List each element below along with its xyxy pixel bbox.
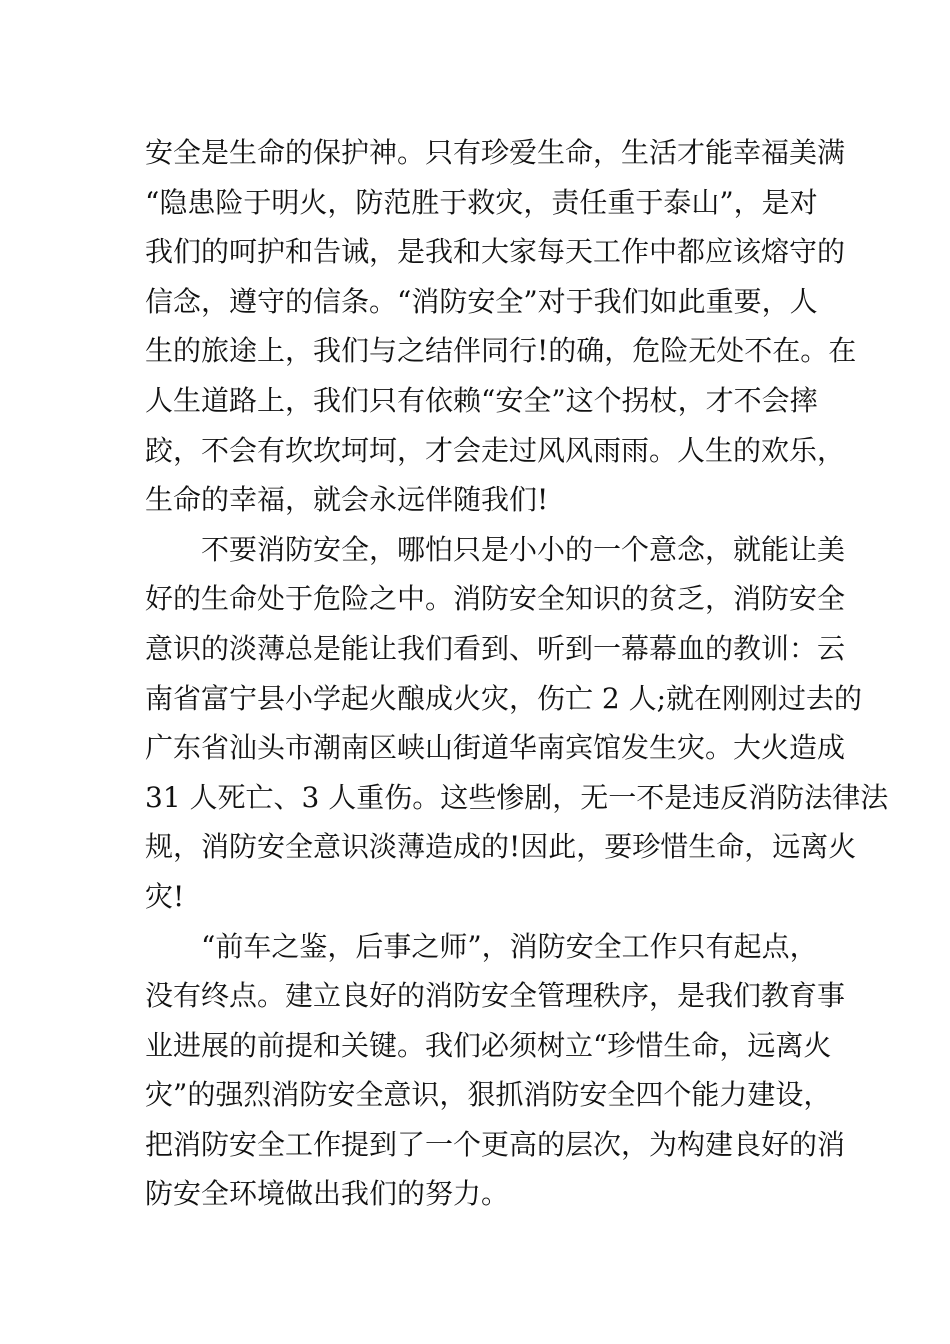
text-line: 规，消防安全意识淡薄造成的!因此，要珍惜生命，远离火: [145, 830, 857, 864]
text-line: 好的生命处于危险之中。消防安全知识的贫乏，消防安全: [145, 582, 846, 616]
text-line: 灾!: [145, 879, 185, 913]
text-line: “隐患险于明火，防范胜于救灾，责任重于泰山”，是对: [145, 185, 818, 219]
text-line: 南省富宁县小学起火酿成火灾，伤亡 2 人;就在刚刚过去的: [145, 681, 863, 715]
text-line: 信念，遵守的信条。“消防安全”对于我们如此重要，人: [145, 284, 818, 318]
text-line: 生命的幸福，就会永远伴随我们!: [145, 483, 549, 517]
text-line: 安全是生命的保护神。只有珍爱生命，生活才能幸福美满: [145, 136, 846, 169]
text-line: 防安全环境做出我们的努力。: [145, 1177, 510, 1211]
text-line: 我们的呵护和告诫，是我和大家每天工作中都应该熔守的: [145, 235, 846, 269]
text-line: 没有终点。建立良好的消防安全管理秩序，是我们教育事: [145, 979, 846, 1013]
text-line: 意识的淡薄总是能让我们看到、听到一幕幕血的教训：云: [145, 631, 846, 665]
text-line: 灾”的强烈消防安全意识，狠抓消防安全四个能力建设，: [145, 1078, 832, 1112]
paragraph-start-line: “前车之鉴，后事之师”，消防安全工作只有起点，: [201, 929, 818, 963]
document-body: [145, 128, 889, 1219]
text-line: 业进展的前提和关键。我们必须树立“珍惜生命，远离火: [145, 1028, 832, 1062]
text-line: 跤，不会有坎坎坷坷，才会走过风风雨雨。人生的欢乐，: [145, 433, 846, 467]
paragraph-start-line: 不要消防安全，哪怕只是小小的一个意念，就能让美: [201, 532, 846, 566]
text-line: 人生道路上，我们只有依赖“安全”这个拐杖，才不会摔: [145, 383, 818, 417]
text-line: 把消防安全工作提到了一个更高的层次，为构建良好的消: [145, 1127, 846, 1161]
text-line: 31 人死亡、3 人重伤。这些惨剧，无一不是违反消防法律法: [145, 780, 889, 814]
text-line: 生的旅途上，我们与之结伴同行!的确，危险无处不在。在: [145, 334, 857, 368]
text-line: 广东省汕头市潮南区峡山街道华南宾馆发生灾。大火造成: [145, 731, 846, 765]
